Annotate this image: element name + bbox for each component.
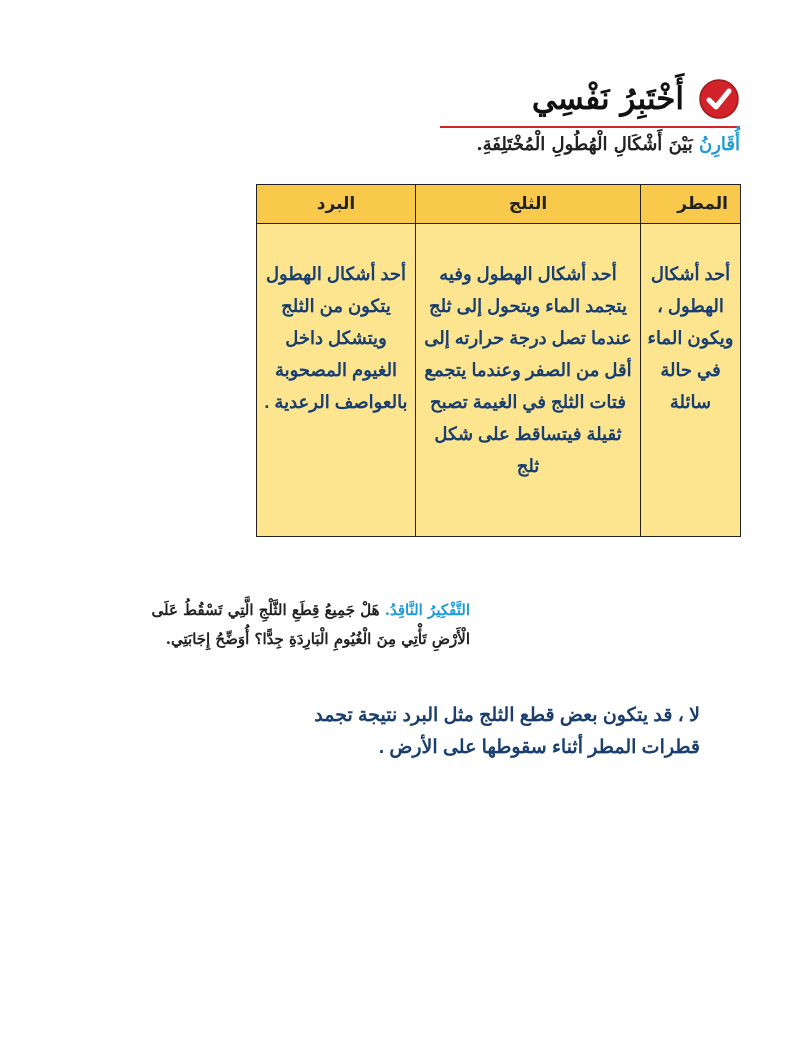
title-row [340, 78, 740, 120]
cell-rain: أحد أشكال الهطول ، ويكون الماء في حالة سائلة [641, 224, 741, 537]
cell-snow: أحد أشكال الهطول وفيه يتجمد الماء ويتحول إلى ثلج عندما تصل درجة حرارته إلى أقل من الصفر وعندما يتجمع فتات الثلج في الغيمة تصبح ثقيلة فيتساقط على شكل ثلج [416, 224, 641, 537]
subtitle-text: بَيْنَ أَشْكَالِ الْهُطُولِ الْمُخْتَلِفَةِ. [476, 134, 699, 155]
checkmark-badge-icon [698, 78, 740, 120]
table-row [257, 224, 741, 537]
cell-hail: أحد أشكال الهطول يتكون من الثلج ويتشكل داخل الغيوم المصحوبة بالعواصف الرعدية . [257, 224, 416, 537]
header-rain: المطر [641, 185, 741, 224]
answer-text: لا ، قد يتكون بعض قطع الثلج مثل البرد نتيجة تجمد قطرات المطر أثناء سقوطها على الأرض . [314, 705, 700, 758]
subtitle-keyword: أُقَارِنُ [698, 134, 740, 155]
subtitle [340, 134, 740, 155]
critical-thinking-question [140, 596, 470, 654]
table-header-row [257, 185, 741, 224]
title-divider [440, 126, 740, 128]
header-hail: البرد [257, 185, 416, 224]
question-text: هَلْ جَمِيعُ قِطَعِ الثَّلْجِ الَّتِي تَسْقُطُ عَلَى الْأَرْضِ تَأْتِي مِنَ الْغُيُومِ الْبَارِدَةِ جِدًّا؟ أُوَضِّحُ إِجَابَتِي. [151, 601, 470, 648]
page-title: أَخْتَبِرُ نَفْسِي [531, 81, 684, 117]
question-keyword: التَّفْكِيرُ النَّاقِدُ. [384, 601, 470, 619]
precipitation-table [256, 184, 741, 537]
header-snow: الثلج [416, 185, 641, 224]
lesson-header [340, 78, 740, 155]
